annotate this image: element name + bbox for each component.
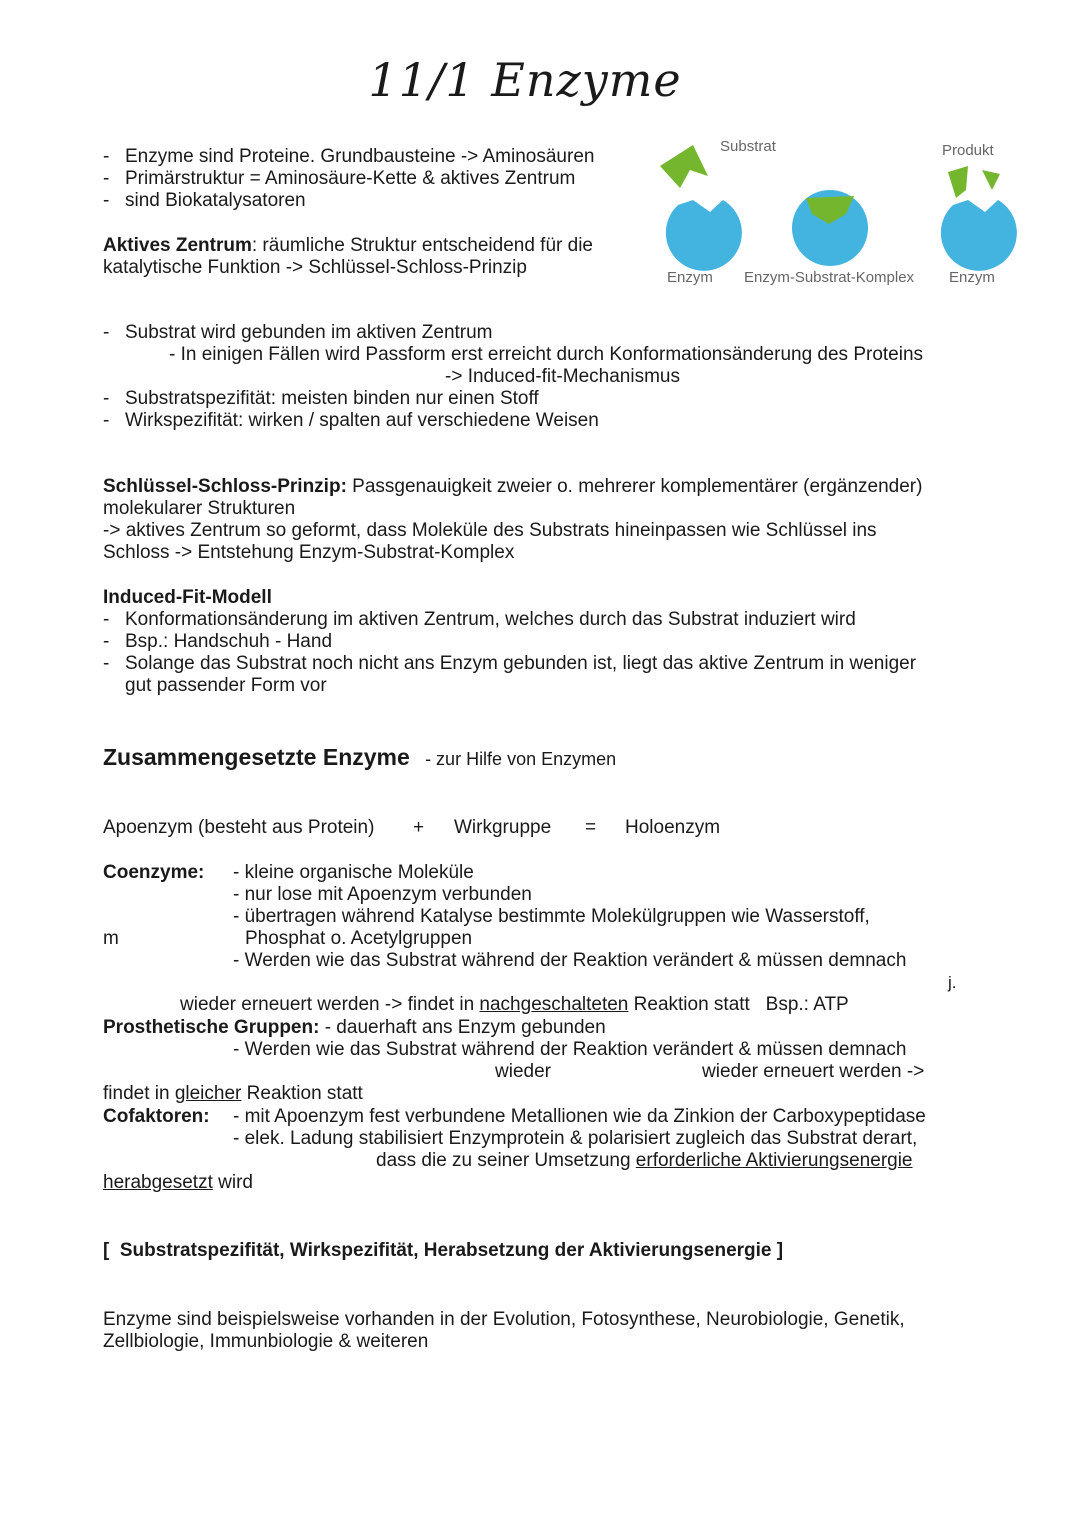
schluessel-schloss-paragraph <box>103 476 922 564</box>
prosthetische-text: - dauerhaft ans Enzym gebunden <box>319 1017 606 1038</box>
prosthetische-line: wieder erneuert werden -> <box>702 1061 925 1082</box>
underlined-text: erforderliche Aktivierungsenergie <box>635 1150 913 1171</box>
stray-letter-j: j. <box>948 973 957 992</box>
section-note: - zur Hilfe von Enzymen <box>425 749 617 769</box>
list-item-text: Substratspezifität: meisten binden nur einen Stoff <box>125 388 539 409</box>
list-item-cont: gut passender Form vor <box>125 675 327 696</box>
text: Reaktion statt Bsp.: ATP <box>628 994 849 1015</box>
prosthetische-line-4 <box>103 1083 363 1105</box>
induced-fit-section <box>103 587 916 697</box>
cofaktoren-term: Cofaktoren: <box>103 1106 210 1127</box>
list-item: - Konformationsänderung im aktiven Zentrum, welches durch das Substrat induziert wird <box>103 609 856 630</box>
label-enzym-substrat-komplex: Enzym-Substrat-Komplex <box>744 269 915 286</box>
list-item: - Substratspezifität: meisten binden nur einen Stoff <box>103 388 539 409</box>
list-item-text: Wirkspezifität: wirken / spalten auf verschiedene Weisen <box>125 410 599 431</box>
label-substrat: Substrat <box>720 138 776 155</box>
list-item: - Wirkspezifität: wirken / spalten auf verschiedene Weisen <box>103 410 599 431</box>
label-enzym-left: Enzym <box>667 269 713 286</box>
list-item-sub: -> Induced-fit-Mechanismus <box>445 366 680 387</box>
text: wieder erneuert werden -> findet in <box>180 994 480 1015</box>
apoenzym-term: Apoenzym (besteht aus Protein) <box>103 817 375 838</box>
cofaktoren-line-3 <box>376 1150 913 1172</box>
aktives-zentrum-paragraph <box>103 235 593 279</box>
list-item-text: Enzyme sind Proteine. Grundbausteine -> Aminosäuren <box>125 146 595 167</box>
coenzyme-line: - nur lose mit Apoenzym verbunden <box>233 884 532 905</box>
underlined-text: gleicher <box>174 1083 242 1104</box>
ssp-text: molekularer Strukturen <box>103 498 296 519</box>
list-item-text: Konformationsänderung im aktiven Zentrum, welches durch das Substrat induziert wird <box>125 609 856 630</box>
coenzyme-line: - Werden wie das Substrat während der Reaktion verändert & müssen demnach <box>233 950 907 971</box>
list-item: - Bsp.: Handschuh - Hand <box>103 631 333 652</box>
label-enzym-right: Enzym <box>949 269 995 286</box>
section-heading: Zusammengesetzte Enzyme <box>103 744 410 770</box>
list-item: - sind Biokatalysatoren <box>103 190 306 211</box>
closing-paragraph <box>103 1309 905 1353</box>
closing-line: Enzyme sind beispielsweise vorhanden in der Evolution, Fotosynthese, Neurobiologie, Genetik, <box>103 1309 905 1330</box>
list-item-text: Solange das Substrat noch nicht ans Enzym gebunden ist, liegt das aktive Zentrum in weniger <box>125 653 917 674</box>
ssp-text: -> aktives Zentrum so geformt, dass Moleküle des Substrats hineinpassen wie Schlüssel ins <box>103 520 877 541</box>
aktives-zentrum-term: Aktives Zentrum <box>103 235 252 256</box>
prosthetische-line: - Werden wie das Substrat während der Reaktion verändert & müssen demnach <box>233 1039 907 1060</box>
enzyme-shape-left <box>666 200 742 271</box>
list-item-sub: - In einigen Fällen wird Passform erst erreicht durch Konformationsänderung des Proteins <box>169 344 924 365</box>
list-item-text: Bsp.: Handschuh - Hand <box>125 631 333 652</box>
wirkgruppe-term: Wirkgruppe <box>454 817 552 838</box>
list-item-text: sind Biokatalysatoren <box>125 190 306 211</box>
substrate-shape <box>660 145 708 188</box>
text: Reaktion statt <box>241 1083 363 1104</box>
coenzyme-line: - übertragen während Katalyse bestimmte Molekülgruppen wie Wasserstoff, <box>233 906 870 927</box>
aktives-zentrum-text: : räumliche Struktur entscheidend für die <box>251 235 593 256</box>
list-item: - Solange das Substrat noch nicht ans Enzym gebunden ist, liegt das aktive Zentrum in weniger <box>103 653 917 674</box>
text: wird <box>212 1172 253 1193</box>
underlined-text: herabgesetzt <box>103 1172 213 1193</box>
ssp-text: Schloss -> Entstehung Enzym-Substrat-Komplex <box>103 542 515 563</box>
list-item-text: Substrat wird gebunden im aktiven Zentrum <box>125 322 493 343</box>
closing-line: Zellbiologie, Immunbiologie & weiteren <box>103 1331 429 1352</box>
coenzyme-list <box>233 862 906 972</box>
coenzyme-line-6 <box>180 994 849 1016</box>
coenzyme-line: - kleine organische Moleküle <box>233 862 474 883</box>
plus-sign: + <box>413 817 425 838</box>
cofaktoren-line: - mit Apoenzym fest verbundene Metallionen wie da Zinkion der Carboxypeptidase <box>233 1106 926 1127</box>
list-item: - Primärstruktur = Aminosäure-Kette & aktives Zentrum <box>103 168 576 189</box>
text: findet in <box>103 1083 175 1104</box>
product-shape-2 <box>982 170 1000 190</box>
prosthetische-line: wieder <box>495 1061 551 1082</box>
zusammengesetzte-heading-row <box>103 746 616 771</box>
ssp-term: Schlüssel-Schloss-Prinzip: <box>103 476 347 497</box>
cofaktoren-line-4 <box>103 1172 253 1194</box>
label-produkt: Produkt <box>942 142 994 159</box>
aktives-zentrum-text-2: katalytische Funktion -> Schlüssel-Schloss-Prinzip <box>103 257 527 278</box>
stray-letter-m: m <box>103 928 119 949</box>
text: dass die zu seiner Umsetzung <box>376 1150 636 1171</box>
coenzyme-line: Phosphat o. Acetylgruppen <box>245 928 473 949</box>
prosthetische-term: Prosthetische Gruppen: <box>103 1017 320 1038</box>
coenzyme-term: Coenzyme: <box>103 862 205 883</box>
list-item: - Enzyme sind Proteine. Grundbausteine -> Aminosäuren <box>103 146 595 167</box>
substrat-bullet-list <box>103 322 923 432</box>
prosthetische-row <box>103 1017 606 1039</box>
ssp-text: Passgenauigkeit zweier o. mehrerer komplementärer (ergänzender) <box>346 476 923 497</box>
cofaktoren-line: - elek. Ladung stabilisiert Enzymprotein & polarisiert zugleich das Substrat derart, <box>233 1128 918 1149</box>
list-item-text: Primärstruktur = Aminosäure-Kette & aktives Zentrum <box>125 168 576 189</box>
list-item: - Substrat wird gebunden im aktiven Zentrum <box>103 322 493 343</box>
page-title: 11/1 Enzyme <box>368 53 682 107</box>
enzyme-shape-right <box>941 200 1017 271</box>
underlined-text: nachgeschalteten <box>479 994 629 1015</box>
equals-sign: = <box>585 817 597 838</box>
summary-line: [ Substratspezifität, Wirkspezifität, Herabsetzung der Aktivierungsenergie ] <box>103 1240 784 1261</box>
product-shape-1 <box>948 166 968 198</box>
induced-fit-heading: Induced-Fit-Modell <box>103 587 272 608</box>
holoenzym-term: Holoenzym <box>625 817 721 838</box>
intro-bullet-list <box>103 146 594 212</box>
